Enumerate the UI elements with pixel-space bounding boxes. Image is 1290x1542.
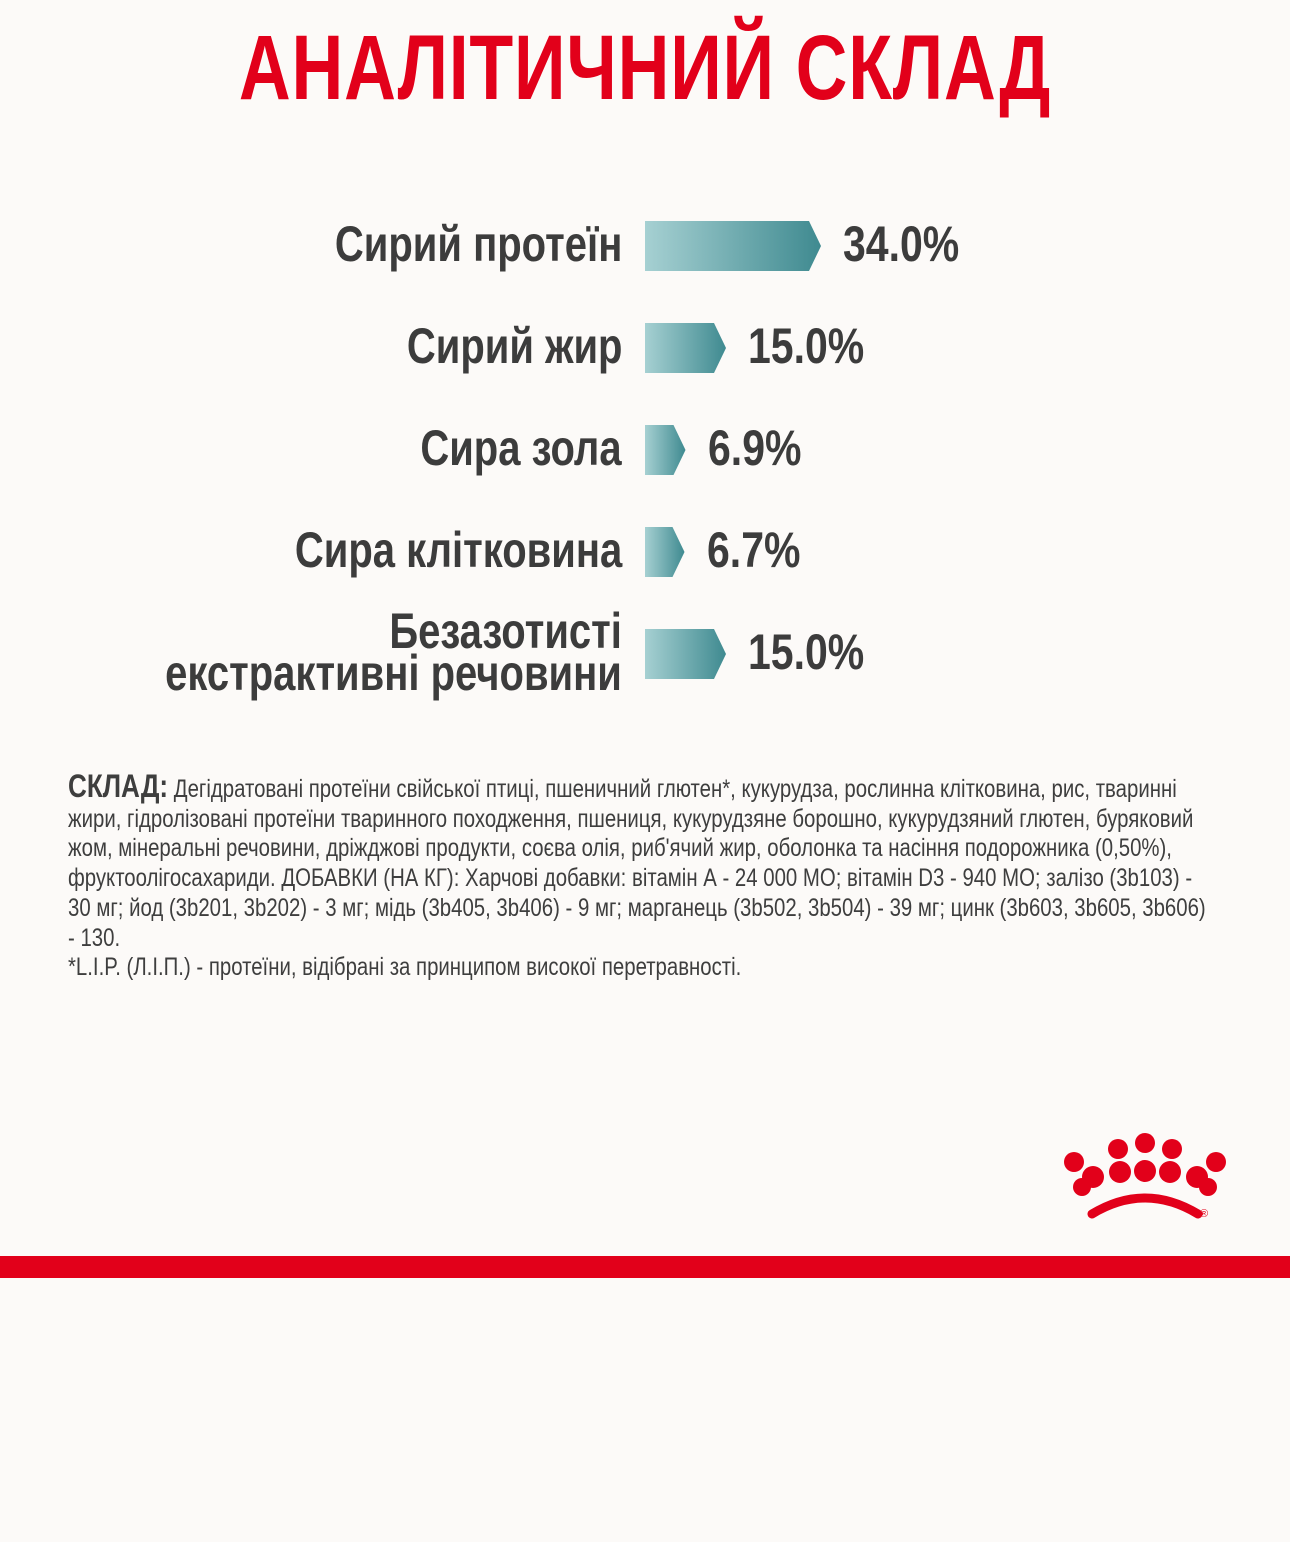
bar-label-3 [420, 420, 622, 476]
bar-3 [645, 425, 686, 475]
bar-label-line: Сирий жир [406, 318, 622, 374]
bar-label-1 [334, 216, 622, 272]
bar-label-2 [406, 318, 622, 374]
bottom-red-band [0, 1256, 1290, 1278]
composition-footnote: *L.I.P. (Л.І.П.) - протеїни, відібрані за принципом високої перетравності. [68, 953, 742, 982]
bar-4 [645, 527, 685, 577]
bar-1 [645, 221, 821, 271]
bar-label-line: Сира клітковина [294, 522, 622, 578]
composition-body: Дегідратовані протеїни свійської птиці, пшеничний глютен*, кукурудза, рослинна клітковина, рис, тваринні жири, гідролізовані протеїни тваринного походження, пшениця, кукурудзяне борошно, кукурудзяний глютен, буряковий жом, мінеральні речовини, дріжджові продукти, соєва олія, риб'ячий жир, оболонка та насіння подорожника (0,50%), фруктоолігосахариди. ДОБАВКИ (НА КГ): Харчові добавки: вітамін А - 24 000 МО; вітамін D3 - 940 МО; залізо (3b103) - 30 мг; йод (3b201, 3b202) - 3 мг; мідь (3b405, 3b406) - 9 мг; марганець (3b502, 3b504) - 39 мг; цинк (3b603, 3b605, 3b606) - 130. [68, 775, 1206, 952]
bar-value-1: 34.0% [843, 216, 960, 272]
bar-label-line: Безазотисті [389, 603, 622, 659]
bar-label-5 [165, 603, 622, 701]
composition-heading: СКЛАД: [68, 768, 169, 804]
bar-2 [645, 323, 726, 373]
registered-mark: ® [1200, 1208, 1209, 1220]
bar-value-2: 15.0% [748, 318, 865, 374]
bar-5 [645, 629, 726, 679]
bar-label-4 [294, 522, 622, 578]
composition-section [68, 768, 1217, 983]
page-title: АНАЛІТИЧНИЙ СКЛАД [238, 17, 1052, 119]
bar-value-4: 6.7% [706, 522, 800, 578]
bar-label-line: Сира зола [420, 420, 622, 476]
bar-value-5: 15.0% [748, 624, 865, 680]
bar-label-line: екстрактивні речовини [165, 645, 622, 701]
bar-label-line: Сирий протеїн [334, 216, 622, 272]
bar-value-3: 6.9% [707, 420, 801, 476]
